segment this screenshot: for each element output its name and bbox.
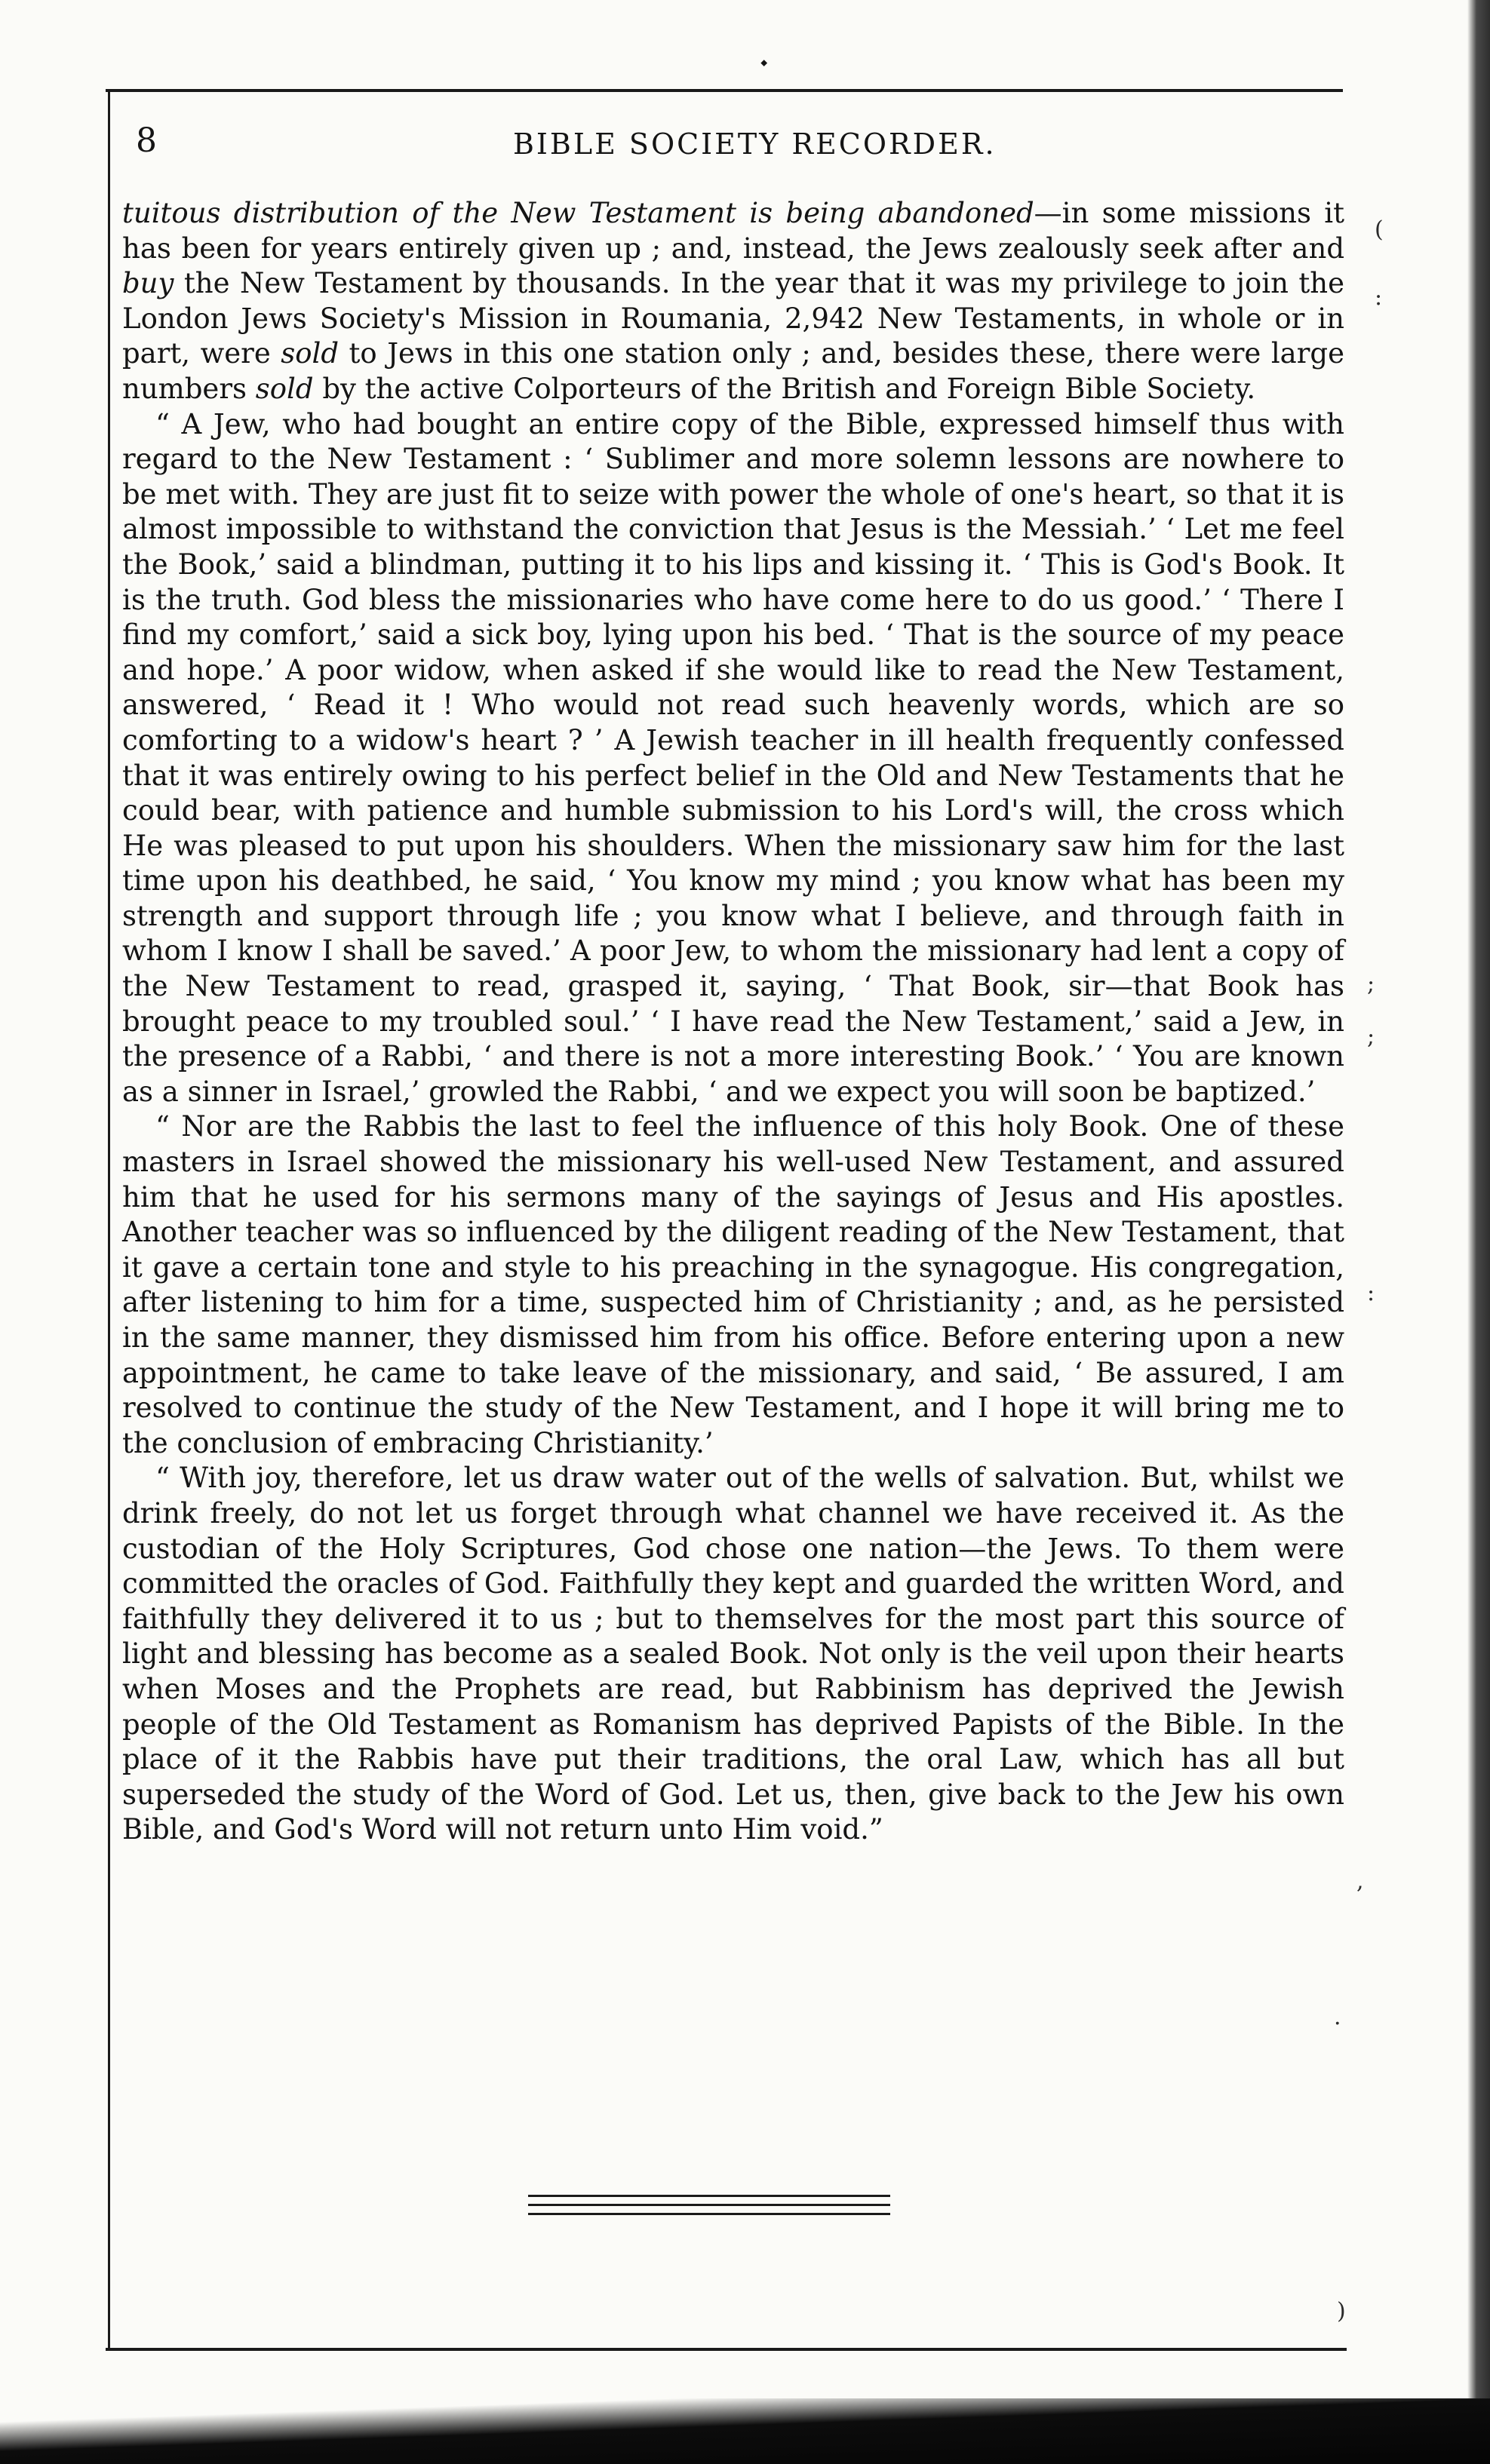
italic-phrase: tuitous distribution of the New Testament is being abandoned [122, 197, 1034, 229]
closing-rule [528, 2213, 890, 2215]
italic-word-sold: sold [281, 337, 339, 370]
italic-word-sold-2: sold [255, 372, 314, 405]
page-bottom-shadow [0, 2398, 1490, 2464]
page-number: 8 [136, 121, 157, 160]
article-body [122, 196, 1344, 1848]
paragraph-1-text-2: the New Testament by thousands. In the year that it was my privilege to join the London Jews Society's Mission in Roumania, 2,942 New Testaments, in whole or in part, were [122, 267, 1344, 370]
left-border-rule [108, 89, 110, 2348]
paragraph-1-text-4: by the active Colporteurs of the British and Foreign Bible Society. [313, 372, 1256, 405]
paragraph-4: “ With joy, therefore, let us draw water out of the wells of salvation. But, whilst we drink freely, do not let us forget through what channel we have received it. As the custodian of the Holy Scriptures, God chose one nation—the Jews. To them were committed the oracles of God. Faithfully they kept and guarded the written Word, and faithfully they delivered it to us ; but to themselves for the most part this source of light and blessing has become as a sealed Book. Not only is the veil upon their hearts when Moses and the Prophets are read, but Rabbinism has deprived the Jewish people of the Old Testament as Romanism has deprived Papists of the Bible. In the place of it the Rabbis have put their traditions, the oral Law, which has all but superseded the study of the Word of God. Let us, then, give back to the Jew his own Bible, and God's Word will not return unto Him void.” [122, 1462, 1344, 1846]
margin-mark: . [1334, 2004, 1341, 2030]
printer-mark: ⬩ [760, 51, 768, 74]
running-head: BIBLE SOCIETY RECORDER. [513, 127, 997, 161]
paragraph-1-text-3: to Jews in this one station only ; and, besides these, there were large numbers [122, 337, 1345, 405]
paragraph-1-text: —in some missions it has been for years entirely given up ; and, instead, the Jews zealously seek after and [122, 197, 1344, 265]
margin-mark: , [1356, 1868, 1364, 1895]
margin-mark: ( [1375, 216, 1384, 243]
closing-rule [528, 2195, 890, 2197]
italic-word-buy: buy [122, 267, 174, 300]
page-edge-shadow [1467, 0, 1490, 2464]
bottom-border-rule [106, 2348, 1347, 2351]
margin-mark: ; [1367, 971, 1375, 997]
top-border-rule [106, 89, 1343, 92]
paragraph-1 [122, 196, 1344, 407]
closing-rule [528, 2204, 890, 2206]
margin-mark: : [1375, 284, 1383, 311]
margin-mark: ) [1337, 2298, 1346, 2324]
paragraph-3: “ Nor are the Rabbis the last to feel the influence of this holy Book. One of these masters in Israel showed the missionary his well-used New Testament, and assured him that he used for his sermons many of the sayings of Jesus and His apostles. Another teacher was so influenced by the diligent reading of the New Testament, that it gave a certain tone and style to his preaching in the synagogue. His congregation, after listening to him for a time, suspected him of Christianity ; and, as he persisted in the same manner, they dismissed him from his office. Before entering upon a new appointment, he came to take leave of the missionary, and said, ‘ Be assured, I am resolved to continue the study of the New Testament, and I hope it will bring me to the conclusion of embracing Christianity.’ [122, 1110, 1344, 1459]
margin-mark: : [1367, 1280, 1375, 1306]
margin-mark: ; [1367, 1023, 1375, 1050]
paragraph-2: “ A Jew, who had bought an entire copy of the Bible, expressed himself thus with regard to the New Testament : ‘ Sublimer and more solemn lessons are nowhere to be met with. They are just fit to seize with power the whole of one's heart, so that it is almost impossible to withstand the conviction that Jesus is the Messiah.’ ‘ Let me feel the Book,’ said a blindman, putting it to his lips and kissing it. ‘ This is God's Book. It is the truth. God bless the missionaries who have come here to do us good.’ ‘ There I find my comfort,’ said a sick boy, lying upon his bed. ‘ That is the source of my peace and hope.’ A poor widow, when asked if she would like to read the New Testament, answered, ‘ Read it ! Who would not read such heavenly words, which are so comforting to a widow's heart ? ’ A Jewish teacher in ill health frequently confessed that it was entirely owing to his perfect belief in the Old and New Testaments that he could bear, with patience and humble submission to his Lord's will, the cross which He was pleased to put upon his shoulders. When the missionary saw him for the last time upon his deathbed, he said, ‘ You know my mind ; you know what has been my strength and support through life ; you know what I believe, and through faith in whom I know I shall be saved.’ A poor Jew, to whom the missionary had lent a copy of the New Testament to read, grasped it, saying, ‘ That Book, sir—that Book has brought peace to my troubled soul.’ ‘ I have read the New Testament,’ said a Jew, in the presence of a Rabbi, ‘ and there is not a more interesting Book.’ ‘ You are known as a sinner in Israel,’ growled the Rabbi, ‘ and we expect you will soon be baptized.’ [122, 407, 1344, 1108]
